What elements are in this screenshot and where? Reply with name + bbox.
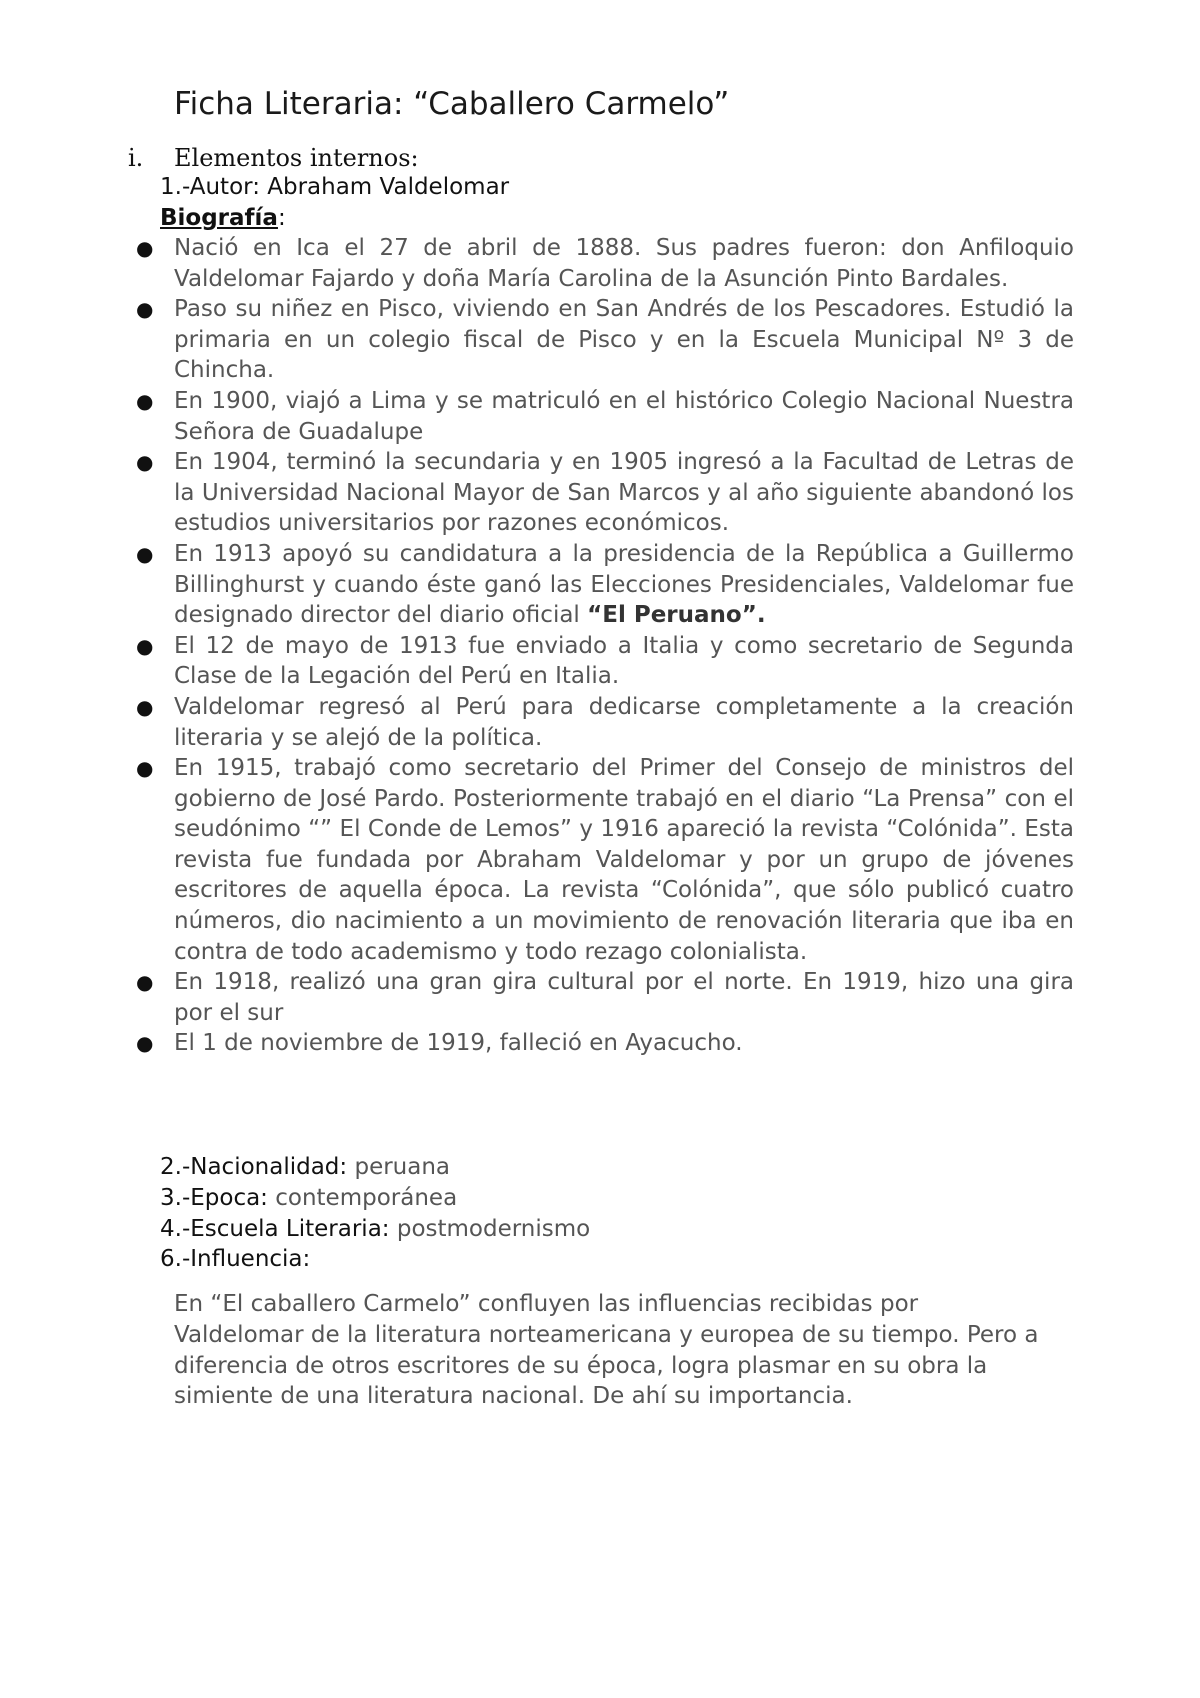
- list-item-text: En 1915, trabajó como secretario del Primer del Consejo de ministros del gobierno de José Pardo. Posteriormente trabajó en el diario “La Prensa” con el seudónimo “” El Conde de Lemos” y 1916 apareció la revista “Colónida”. Esta revista fue fundada por Abraham Valdelomar y por un grupo de jóvenes escritores de aquella época. La revista “Colónida”, que sólo publicó cuatro números, dio nacimiento a un movimiento de renovación literaria que iba en contra de todo academismo y todo rezago colonialista.: [174, 755, 1074, 965]
- field-key: 6.-Influencia:: [160, 1246, 311, 1273]
- list-item: [136, 386, 1074, 447]
- list-item: [136, 1028, 1074, 1059]
- bullet-icon: ●: [136, 1031, 154, 1056]
- field-epoch: [160, 1183, 590, 1214]
- list-item: [136, 692, 1074, 753]
- list-item: [136, 967, 1074, 1028]
- biography-heading-label: Biografía: [160, 205, 278, 231]
- field-key: 2.-Nacionalidad:: [160, 1154, 348, 1180]
- bullet-icon: ●: [136, 694, 154, 719]
- bullet-icon: ●: [136, 541, 154, 566]
- biography-heading: [160, 203, 286, 233]
- biography-list: [136, 233, 1074, 1059]
- author-line: 1.-Autor: Abraham Valdelomar: [160, 174, 510, 200]
- field-nationality: [160, 1152, 590, 1183]
- document-title: Ficha Literaria: “Caballero Carmelo”: [174, 86, 730, 122]
- info-fields: [160, 1152, 590, 1275]
- field-value: contemporánea: [267, 1184, 458, 1211]
- bullet-icon: ●: [136, 756, 154, 781]
- list-item-text: Paso su niñez en Pisco, viviendo en San Andrés de los Pescadores. Estudió la primaria en un colegio fiscal de Pisco y en la Escuela Municipal Nº 3 de Chincha.: [174, 296, 1074, 384]
- section-numeral: i.: [128, 144, 144, 172]
- list-item-text: Nació en Ica el 27 de abril de 1888. Sus padres fueron: don Anfiloquio Valdelomar Fajardo y doña María Carolina de la Asunción Pinto Bardales.: [174, 235, 1074, 292]
- influence-paragraph: En “El caballero Carmelo” confluyen las influencias recibidas por Valdelomar de la literatura norteamericana y europea de su tiempo. Pero a diferencia de otros escritores de su época, logra plasmar en su obra la simiente de una literatura nacional. De ahí su importancia.: [174, 1291, 1039, 1410]
- bullet-icon: ●: [136, 236, 154, 260]
- field-value: postmodernismo: [389, 1215, 591, 1242]
- field-literary-school: [160, 1214, 590, 1245]
- list-item-text: En 1900, viajó a Lima y se matriculó en el histórico Colegio Nacional Nuestra Señora de Guadalupe: [174, 387, 1074, 445]
- list-item-text: En 1904, terminó la secundaria y en 1905 ingresó a la Facultad de Letras de la Universidad Nacional Mayor de San Marcos y al año siguiente abandonó los estudios universitarios por razones económicos.: [174, 449, 1074, 537]
- bullet-icon: ●: [136, 450, 154, 475]
- newspaper-name: “El Peruano”.: [587, 602, 766, 629]
- field-value: peruana: [347, 1154, 451, 1180]
- list-item: [136, 539, 1074, 631]
- bullet-icon: ●: [136, 388, 154, 413]
- list-item-text: El 12 de mayo de 1913 fue enviado a Italia y como secretario de Segunda Clase de la Legación del Perú en Italia.: [174, 632, 1074, 690]
- bullet-icon: ●: [136, 297, 154, 322]
- list-item: [136, 294, 1074, 386]
- list-item-text: En 1918, realizó una gran gira cultural por el norte. En 1919, hizo una gira por el sur: [174, 969, 1074, 1026]
- list-item-text: En 1913 apoyó su candidatura a la presidencia de la República a Guillermo Billinghurst y cuando éste ganó las Elecciones Presidenciales, Valdelomar fue designado director del diario oficial: [174, 540, 1074, 629]
- bullet-icon: ●: [136, 970, 154, 995]
- field-key: 3.-Epoca:: [160, 1184, 268, 1211]
- list-item-text: Valdelomar regresó al Perú para dedicarse completamente a la creación literaria y se alejó de la política.: [174, 693, 1074, 751]
- list-item: [136, 233, 1074, 294]
- list-item: [136, 631, 1074, 692]
- list-item: [136, 753, 1074, 967]
- field-key: 4.-Escuela Literaria:: [160, 1215, 390, 1242]
- list-item: [136, 447, 1074, 539]
- biography-heading-colon: :: [277, 205, 286, 231]
- bullet-icon: ●: [136, 633, 154, 658]
- list-item-text: El 1 de noviembre de 1919, falleció en Ayacucho.: [174, 1030, 743, 1057]
- section-heading: Elementos internos:: [174, 144, 419, 172]
- field-influence: [160, 1244, 590, 1275]
